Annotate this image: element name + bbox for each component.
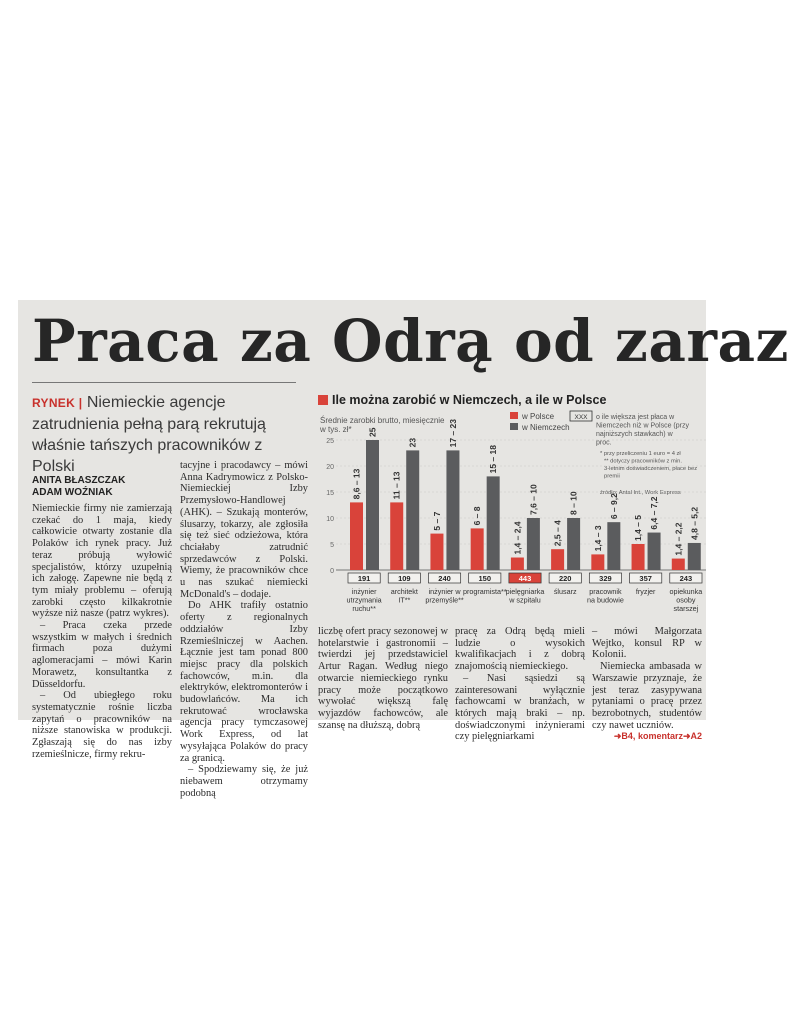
category-label-line: IT** [398, 595, 411, 605]
category-label-line: na budowie [587, 595, 624, 605]
footnote-1: * przy przeliczeniu 1 euro = 4 zł [600, 451, 681, 457]
text-line: Niemczech niż w Polsce (przy [596, 422, 689, 430]
bar-poland [511, 558, 524, 570]
category-label [636, 587, 656, 596]
difference-value: 191 [357, 574, 371, 583]
category-label [425, 587, 464, 605]
chart-footnotes [600, 451, 697, 480]
legend-swatch-poland [510, 412, 518, 419]
footnote-2: 3-letnim doświadczeniem, płace bez [604, 466, 698, 472]
category-label-line: inżynier [351, 587, 377, 596]
difference-boxes [348, 573, 702, 583]
paragraph: Do AHK trafiły ostatnio oferty z regionalnych oddziałów Izby Rzemieślniczej w Aachen. Łącznie jest tam ponad 800 miejsc pracy dla polskich fachowców, m.in. dla elektryków, elektromonterów i budowlańców. Ma ich rekrutować wrocławska agencja pracy tymczasowej Work Express, od lat wysyłająca Polaków do pracy za granicą. [180, 600, 308, 764]
chart-subtitle-line-1: Średnie zarobki brutto, miesięcznie [320, 416, 445, 425]
difference-value: 329 [599, 574, 612, 583]
category-label-line: osoby [676, 595, 696, 605]
bar-value-label: 8 – 10 [568, 491, 579, 515]
bar-germany [406, 450, 419, 570]
bar-germany [688, 543, 701, 570]
bar-value-label: 1,4 – 3 [592, 525, 603, 552]
text-column-3 [318, 626, 448, 731]
category-label-line: inżynier w [428, 587, 461, 596]
bar-value-label: 2,5 – 4 [552, 520, 563, 547]
text-line: o ile większa jest płaca w [596, 414, 675, 421]
salary-bar-chart [18, 300, 789, 620]
bar-value-label: 15 – 18 [488, 445, 499, 474]
y-tick-label: 10 [326, 516, 334, 523]
bar-value-label: 23 [407, 437, 418, 448]
category-label [587, 587, 624, 605]
author-1: ANITA BŁASZCZAK [32, 475, 126, 486]
legend-note [596, 414, 689, 447]
difference-value: 240 [438, 574, 451, 583]
category-label [463, 587, 507, 596]
bar-value-label: 1,4 – 2,2 [673, 522, 684, 556]
bar-poland [471, 528, 484, 570]
legend-box-label: XXX [574, 414, 588, 421]
y-tick-label: 5 [330, 542, 334, 549]
bar-poland [390, 502, 403, 570]
category-label-line: przemyśle** [425, 595, 464, 605]
bar-value-label: 8,6 – 13 [351, 468, 362, 500]
category-label-line: starszej [673, 604, 699, 613]
paragraph: Niemiecka ambasada w Warszawie przyznaje, że jest teraz zasypywana pytaniami o pracę przez bezrobotnych, studentów czy nawet uczniów. [592, 661, 702, 731]
text-line: proc. [596, 439, 612, 447]
category-label [669, 587, 702, 613]
category-label-line: fryzjer [635, 587, 656, 596]
bar-germany [607, 522, 620, 570]
difference-value: 357 [639, 574, 652, 583]
headline: Praca za Odrą od zaraz [32, 307, 789, 375]
category-label-line: opiekunka [669, 587, 703, 596]
bar-poland [430, 534, 443, 570]
bar-value-label: 5 – 7 [431, 511, 442, 531]
bar-value-labels [352, 419, 700, 556]
category-label-line: utrzymania [346, 595, 382, 605]
section-kicker: RYNEK | [32, 396, 83, 410]
bar-germany [487, 476, 500, 570]
paragraph: Niemieckie firmy nie zamierzają czekać do 1 maja, kiedy całkowicie otwarty zostanie dla Polaków ich rynek pracy. Już teraz próbują wyłowić specjalistów, którzy uzupełnią ich załogę. Zapewne nie będą z tym miały problemu – oferują zarobki często kilkakrotnie wyższe niż nasze (patrz wykres). [32, 503, 172, 620]
difference-value: 220 [558, 574, 572, 583]
difference-value: 243 [679, 574, 693, 583]
category-label-line: pielęgniarka [505, 587, 545, 596]
bar-poland [632, 544, 645, 570]
bar-poland [672, 559, 685, 570]
category-label-line: ruchu** [352, 604, 376, 613]
paragraph: – Nasi sąsiedzi są zainteresowani wyłącznie fachowcami w branżach, w których mają braki – np. doświadczonymi inżynierami czy pielęgniarkami [455, 672, 585, 743]
bar-value-label: 4,8 – 5,2 [689, 506, 700, 540]
chart-subtitle-line-2: w tys. zł* [320, 425, 352, 434]
category-label-line: pracownik [589, 587, 622, 596]
newspaper-clipping [18, 300, 789, 799]
bar-value-label: 6 – 9,2 [608, 493, 619, 520]
bar-value-label: 11 – 13 [391, 471, 402, 500]
category-label-line: architekt [390, 587, 418, 596]
text-column-4 [455, 626, 585, 743]
paragraph: – Od ubiegłego roku systematycznie rośnie liczba zapytań o pracowników na niższe stanowiska w produkcji. Zgłaszają się do nas izby rzemieślnicze, firmy rekru- [32, 690, 172, 760]
category-label-line: programista** [463, 587, 507, 596]
title-marker [318, 395, 328, 405]
legend-swatch-germany [510, 423, 518, 430]
category-label-line: w szpitalu [509, 595, 541, 605]
y-axis-ticks [326, 438, 334, 575]
chart-source: źródło: Antal Int., Work Express [600, 490, 681, 496]
footnote-2: ** dotyczy pracowników z min. [604, 458, 682, 465]
text-column-5 [592, 626, 702, 743]
bar-germany [527, 518, 540, 570]
difference-value: 109 [398, 574, 411, 583]
bar-value-label: 6,4 – 7,2 [649, 496, 660, 530]
category-label [391, 587, 418, 605]
legend-label-poland: w Polsce [522, 412, 555, 421]
author-2: ADAM WOŹNIAK [32, 487, 113, 498]
category-label [554, 587, 577, 596]
paragraph: – Praca czeka przede wszystkim w małych i średnich firmach poza dużymi aglomeracjami – mówi Karin Morawetz, konsultantka z Düsseldorfu. [32, 620, 172, 690]
chart-title: Ile można zarobić w Niemczech, a ile w Polsce [332, 393, 607, 407]
legend-label-germany: w Niemczech [522, 423, 570, 432]
category-labels [347, 587, 703, 613]
bar-value-label: 7,6 – 10 [528, 484, 539, 515]
paragraph: tacyjne i pracodawcy – mówi Anna Kadrymowicz z Polsko-Niemieckiej Izby Przemysłowo-Handlowej (AHK). – Szukają monterów, ślusarzy, tokarzy, ale zgłosiła się też sieć odzieżowa, która chciałaby zatrudnić sprzedawców z Polski. Wiemy, że pracowników chce u nas szukać niemiecki McDonald's – dodaje. [180, 460, 308, 600]
bar-value-label: 1,4 – 2,4 [512, 521, 523, 555]
paragraph: pracę za Odrą będą mieli ludzie o wysokich kwalifikacjach i z dobrą znajomością niemieckiego. [455, 626, 585, 673]
bar-value-label: 6 – 8 [472, 506, 483, 526]
bar-germany [648, 533, 661, 570]
footnote-2: premii [604, 473, 620, 480]
bar-poland [591, 554, 604, 570]
category-label [347, 587, 382, 613]
paragraph: – mówi Małgorzata Wejtko, konsul RP w Kolonii. [592, 626, 702, 661]
category-label [506, 587, 545, 605]
paragraph: liczbę ofert pracy sezonowej w hotelarstwie i gastronomii – twierdzi jej przedstawiciel Artur Ragan. Według niego otwarcie niemieckiego rynku pracy może początkowo wywołać większą falę wyjazdów fachowców, ale szansę na dłuższą, dobrą [318, 626, 448, 731]
difference-value: 443 [518, 574, 532, 583]
bar-germany [446, 450, 459, 570]
category-label-line: ślusarz [553, 587, 577, 596]
bar-value-label: 1,4 – 5 [633, 515, 644, 541]
paragraph: – Spodziewamy się, że już niebawem otrzymamy podobną [180, 764, 308, 799]
chart-legend [510, 411, 697, 496]
y-tick-label: 0 [330, 568, 334, 575]
y-tick-label: 15 [326, 490, 334, 497]
bar-germany [366, 440, 379, 570]
lead-text: Niemieckie agencje zatrudnienia pełną parą rekrutują właśnie tańszych pracowników z Polski [32, 394, 266, 475]
difference-value: 150 [478, 574, 492, 583]
cross-reference: ➜B4, komentarz➜A2 [613, 731, 702, 742]
bar-poland [350, 502, 363, 570]
y-tick-label: 25 [326, 438, 334, 445]
y-tick-label: 20 [326, 464, 334, 471]
bar-value-label: 25 [367, 427, 378, 437]
bar-poland [551, 549, 564, 570]
text-line: najniższych stawkach) w [596, 431, 673, 438]
chart-subtitle [319, 416, 445, 434]
bar-value-label: 17 – 23 [447, 419, 458, 448]
bar-germany [567, 518, 580, 570]
